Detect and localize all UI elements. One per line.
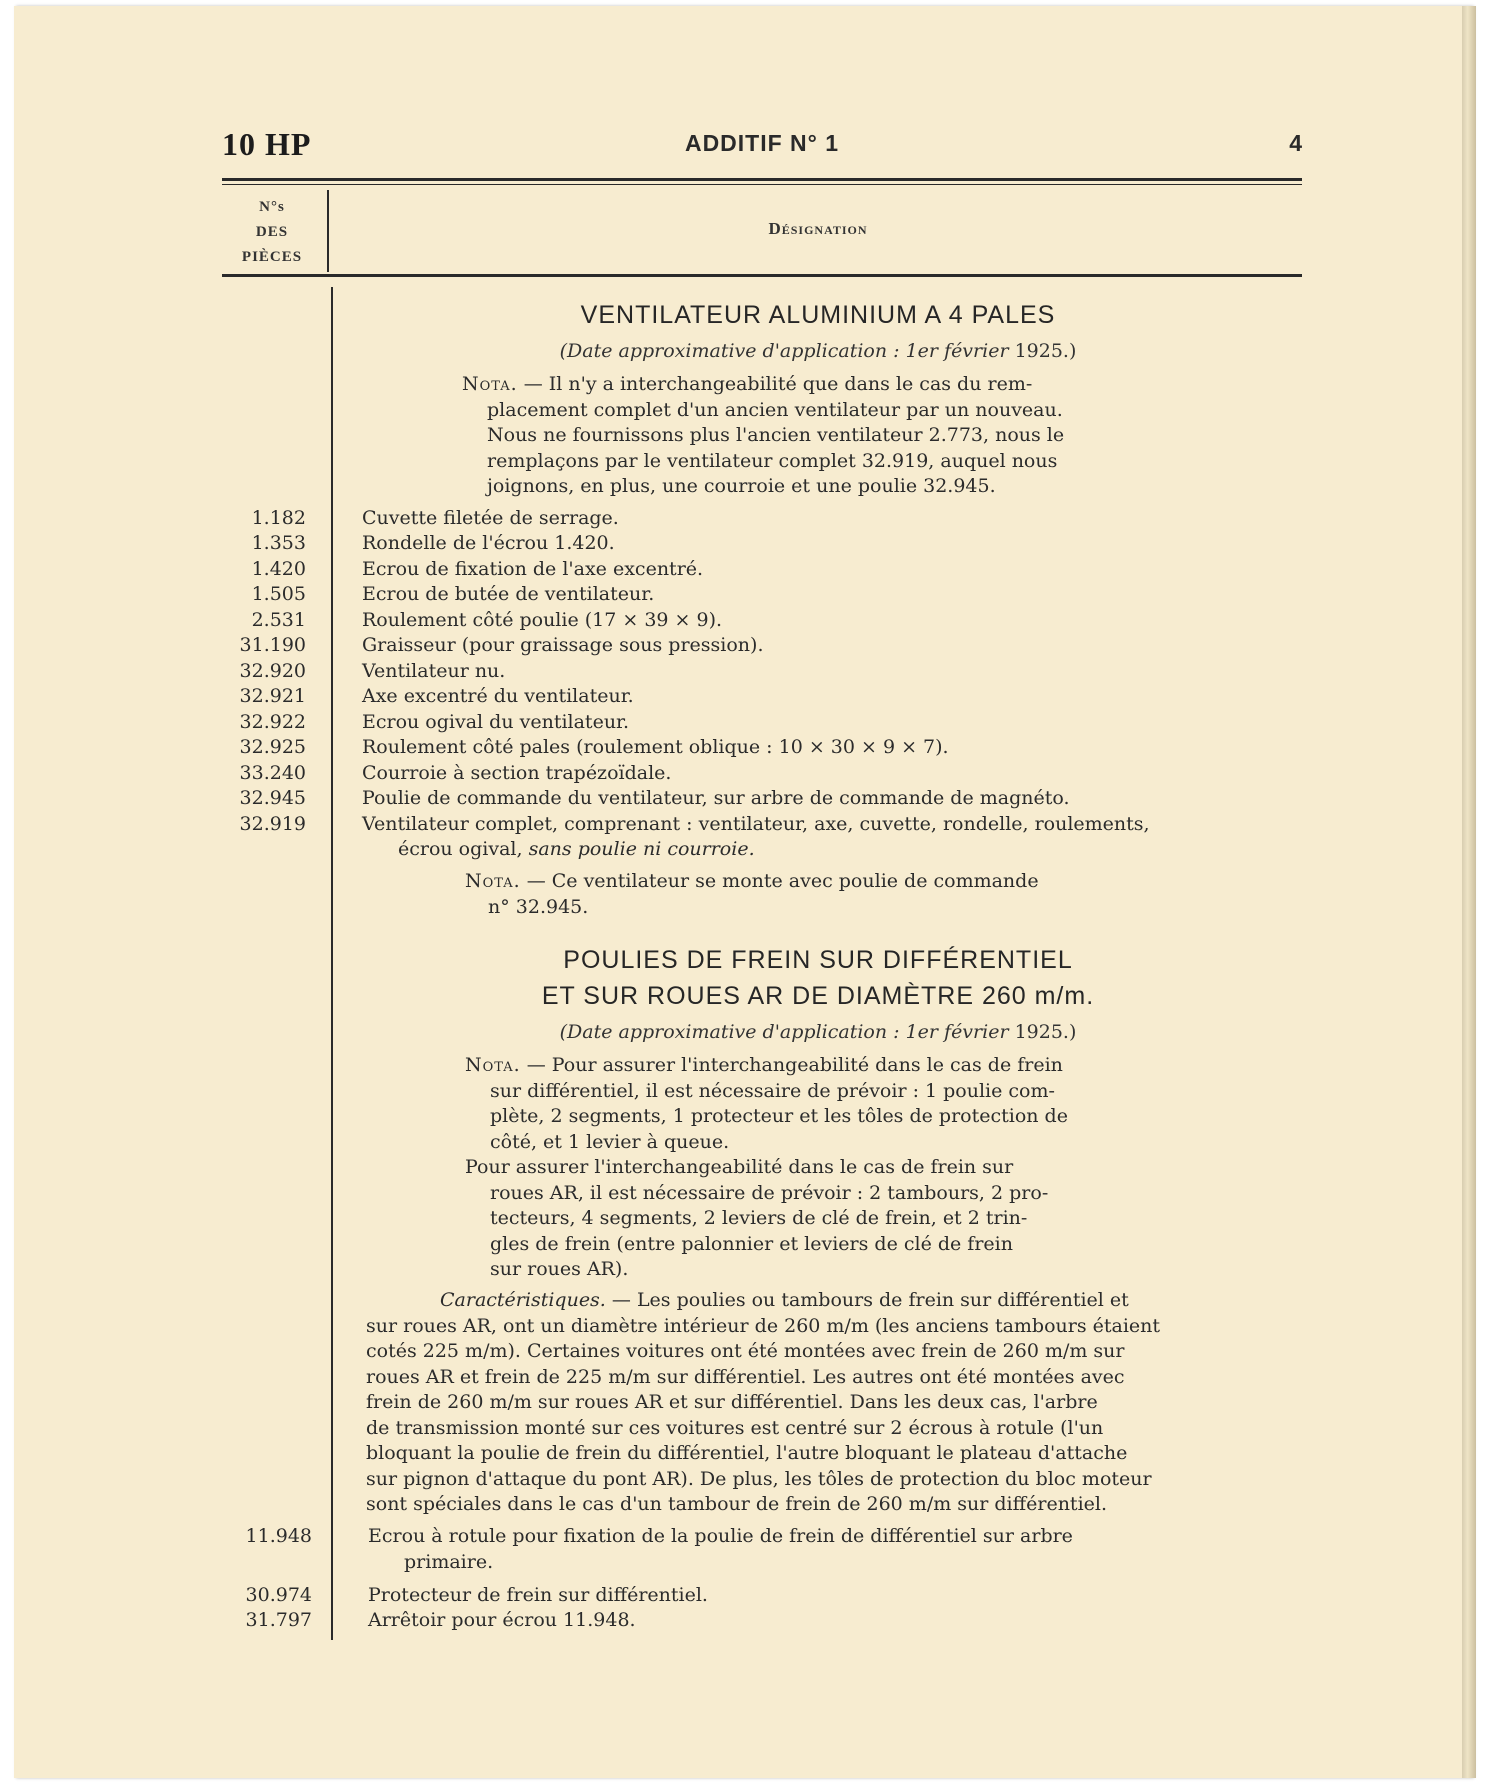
body-column-divider [331,287,333,1640]
part-designation: Ecrou ogival du ventilateur. [362,711,630,733]
nota-label: Nota. [465,870,521,892]
part-number: 1.505 [251,583,306,605]
designation-column-header [334,219,1302,239]
part-designation: Ecrou de fixation de l'axe excentré. [362,558,704,580]
nota-line: sur différentiel, il est nécessaire de prévoir : 1 poulie com- [490,1079,1055,1102]
nota-line: joignons, en plus, une courroie et une poulie 32.945. [487,475,996,497]
nota-line: Pour assurer l'interchangeabilité dans le cas de frein sur [465,1156,1014,1178]
part-row [222,1608,1312,1634]
part-row [222,786,1312,812]
part-designation: Graisseur (pour graissage sous pression). [362,634,764,656]
carac-line: sur roues AR, ont un diamètre intérieur de 260 m/m (les anciens tambours étaient [366,1314,1161,1337]
part-number: 32.922 [239,711,306,733]
header-column-divider [327,190,329,272]
caracteristiques-paragraph [366,1288,1306,1518]
nota-line: tecteurs, 4 segments, 2 leviers de clé de frein, et 2 trin- [490,1207,1028,1229]
nota-label: Nota. [462,373,518,395]
nota-line: côté, et 1 levier à queue. [490,1130,730,1153]
part-number: 32.919 [239,813,306,835]
part-number: 32.945 [239,787,306,809]
nota-line: n° 32.945. [488,895,589,918]
nota-line: gles de frein (entre palonnier et leviers de clé de frein [490,1232,1013,1255]
part-designation-cont [398,837,1312,863]
part-designation: Poulie de commande du ventilateur, sur arbre de commande de magnéto. [362,787,1070,809]
part-row [222,633,1312,659]
nota-line: roues AR, il est nécessaire de prévoir : 2 tambours, 2 pro- [490,1181,1049,1204]
part-number: 32.925 [239,736,306,758]
carac-line: frein de 260 m/m sur roues AR et sur différentiel. Dans les deux cas, l'arbre [366,1391,1098,1413]
carac-line: roues AR et frein de 225 m/m sur différentiel. Les autres ont été montées avec [366,1365,1125,1388]
part-row-continuation [222,1550,1312,1576]
part-number: 1.182 [251,507,306,529]
carac-line [366,1288,1306,1314]
date-italic: Date approximative d'application : 1er février [567,340,1009,362]
part-row [222,812,1312,838]
part-row [222,684,1312,710]
pieces-header-line: N°s [259,199,285,215]
carac-line: bloquant la poulie de frein du différentiel, l'autre bloquant le plateau d'attache [366,1442,1128,1464]
model-label: 10 HP [222,126,312,162]
header-rule-thick [222,178,1302,181]
nota-text: — Ce ventilateur se monte avec poulie de commande [520,870,1039,892]
cont-text: écrou ogival, [398,838,529,860]
part-designation: Ventilateur nu. [362,660,506,682]
part-designation: Ecrou à rotule pour fixation de la poulie de frein de différentiel sur arbre [368,1525,1073,1547]
nota-label: Nota. [465,1054,521,1076]
page-header [222,126,1302,166]
header-rule-thin [222,184,1302,185]
nota-line [462,372,1182,398]
part-row [222,761,1312,787]
page-edge [1462,6,1476,1778]
date-open: ( [559,340,568,362]
part-designation: Courroie à section trapézoïdale. [362,762,672,784]
part-designation: Roulement côté poulie (17 × 39 × 9). [362,609,723,631]
part-row [222,710,1312,736]
part-number: 31.190 [239,634,306,656]
part-designation: Protecteur de frein sur différentiel. [368,1584,708,1606]
part-designation: Cuvette filetée de serrage. [362,507,619,529]
part-designation: Arrêtoir pour écrou 11.948. [368,1609,636,1631]
carac-line: sont spéciales dans le cas d'un tambour de frein de 260 m/m sur différentiel. [366,1493,1107,1515]
part-number: 31.797 [245,1609,312,1631]
part-number: 30.974 [245,1584,312,1606]
part-number: 11.948 [245,1525,312,1547]
part-row [222,608,1312,634]
column-header-rule [222,274,1302,277]
part-designation: Axe excentré du ventilateur. [362,685,634,707]
nota-paragraph [465,1053,1185,1283]
section-title: VENTILATEUR ALUMINIUM A 4 PALES [580,301,1056,329]
carac-line: sur pignon d'attaque du pont AR). De plus, les tôles de protection du bloc moteur [366,1467,1152,1490]
part-designation: Ventilateur complet, comprenant : ventilateur, axe, cuvette, rondelle, roulements, [362,813,1150,835]
carac-label: Caractéristiques. [440,1289,606,1311]
nota-text: — Pour assurer l'interchangeabilité dans le cas de frein [520,1054,1063,1076]
part-number: 32.920 [239,660,306,682]
nota-line: Nous ne fournissons plus l'ancien ventilateur 2.773, nous le [487,424,1065,446]
part-number: 33.240 [239,762,306,784]
part-designation: Rondelle de l'écrou 1.420. [362,532,615,554]
date-italic: Date approximative d'application : 1er février [567,1021,1009,1043]
pieces-header-line: PIÈCES [241,249,303,265]
pieces-header-line: DES [255,224,289,240]
carac-text: — Les poulies ou tambours de frein sur différentiel et [605,1289,1129,1311]
page-number: 4 [1289,130,1302,156]
part-row [222,1583,1312,1609]
part-row [222,506,1312,532]
designation-header-text: Désignation [768,219,868,238]
part-number: 1.353 [251,532,306,554]
date-open: ( [559,1021,568,1043]
part-number: 32.921 [239,685,306,707]
section-title: ET SUR ROUES AR DE DIAMÈTRE 260 m/m. [541,982,1095,1010]
additif-title: ADDITIF N° 1 [684,130,840,156]
nota-line [465,1053,1185,1079]
carac-line: de transmission monté sur ces voitures est centré sur 2 écrous à rotule (l'un [366,1416,1104,1439]
application-date [334,1021,1302,1043]
part-row-continuation [222,837,1312,863]
nota-line: remplaçons par le ventilateur complet 32.919, auquel nous [487,449,1058,472]
nota-line: plète, 2 segments, 1 protecteur et les tôles de protection de [490,1105,1068,1127]
date-close: 1925.) [1008,340,1077,362]
nota-paragraph [465,869,1185,920]
nota-paragraph [462,372,1182,500]
part-designation: Ecrou de butée de ventilateur. [362,583,655,605]
part-row [222,531,1312,557]
nota-line: placement complet d'un ancien ventilateur par un nouveau. [487,398,1063,421]
part-row [222,1524,1312,1550]
nota-text: — Il n'y a interchangeabilité que dans le cas du rem- [517,373,1033,395]
section-title: POULIES DE FREIN SUR DIFFÉRENTIEL [563,946,1073,974]
date-close: 1925.) [1008,1021,1077,1043]
part-row [222,582,1312,608]
pieces-column-header [222,195,322,270]
part-number: 1.420 [251,558,306,580]
application-date [334,340,1302,362]
part-number: 2.531 [251,609,306,631]
carac-line: cotés 225 m/m). Certaines voitures ont été montées avec frein de 260 m/m sur [366,1340,1125,1362]
part-row [222,735,1312,761]
part-designation-cont: primaire. [404,1551,494,1573]
nota-line: sur roues AR). [490,1258,629,1280]
part-row [222,557,1312,583]
part-row [222,659,1312,685]
cont-italic: sans poulie ni courroie. [528,838,755,860]
part-designation: Roulement côté pales (roulement oblique : 10 × 30 × 9 × 7). [362,736,949,758]
nota-line [465,869,1185,895]
